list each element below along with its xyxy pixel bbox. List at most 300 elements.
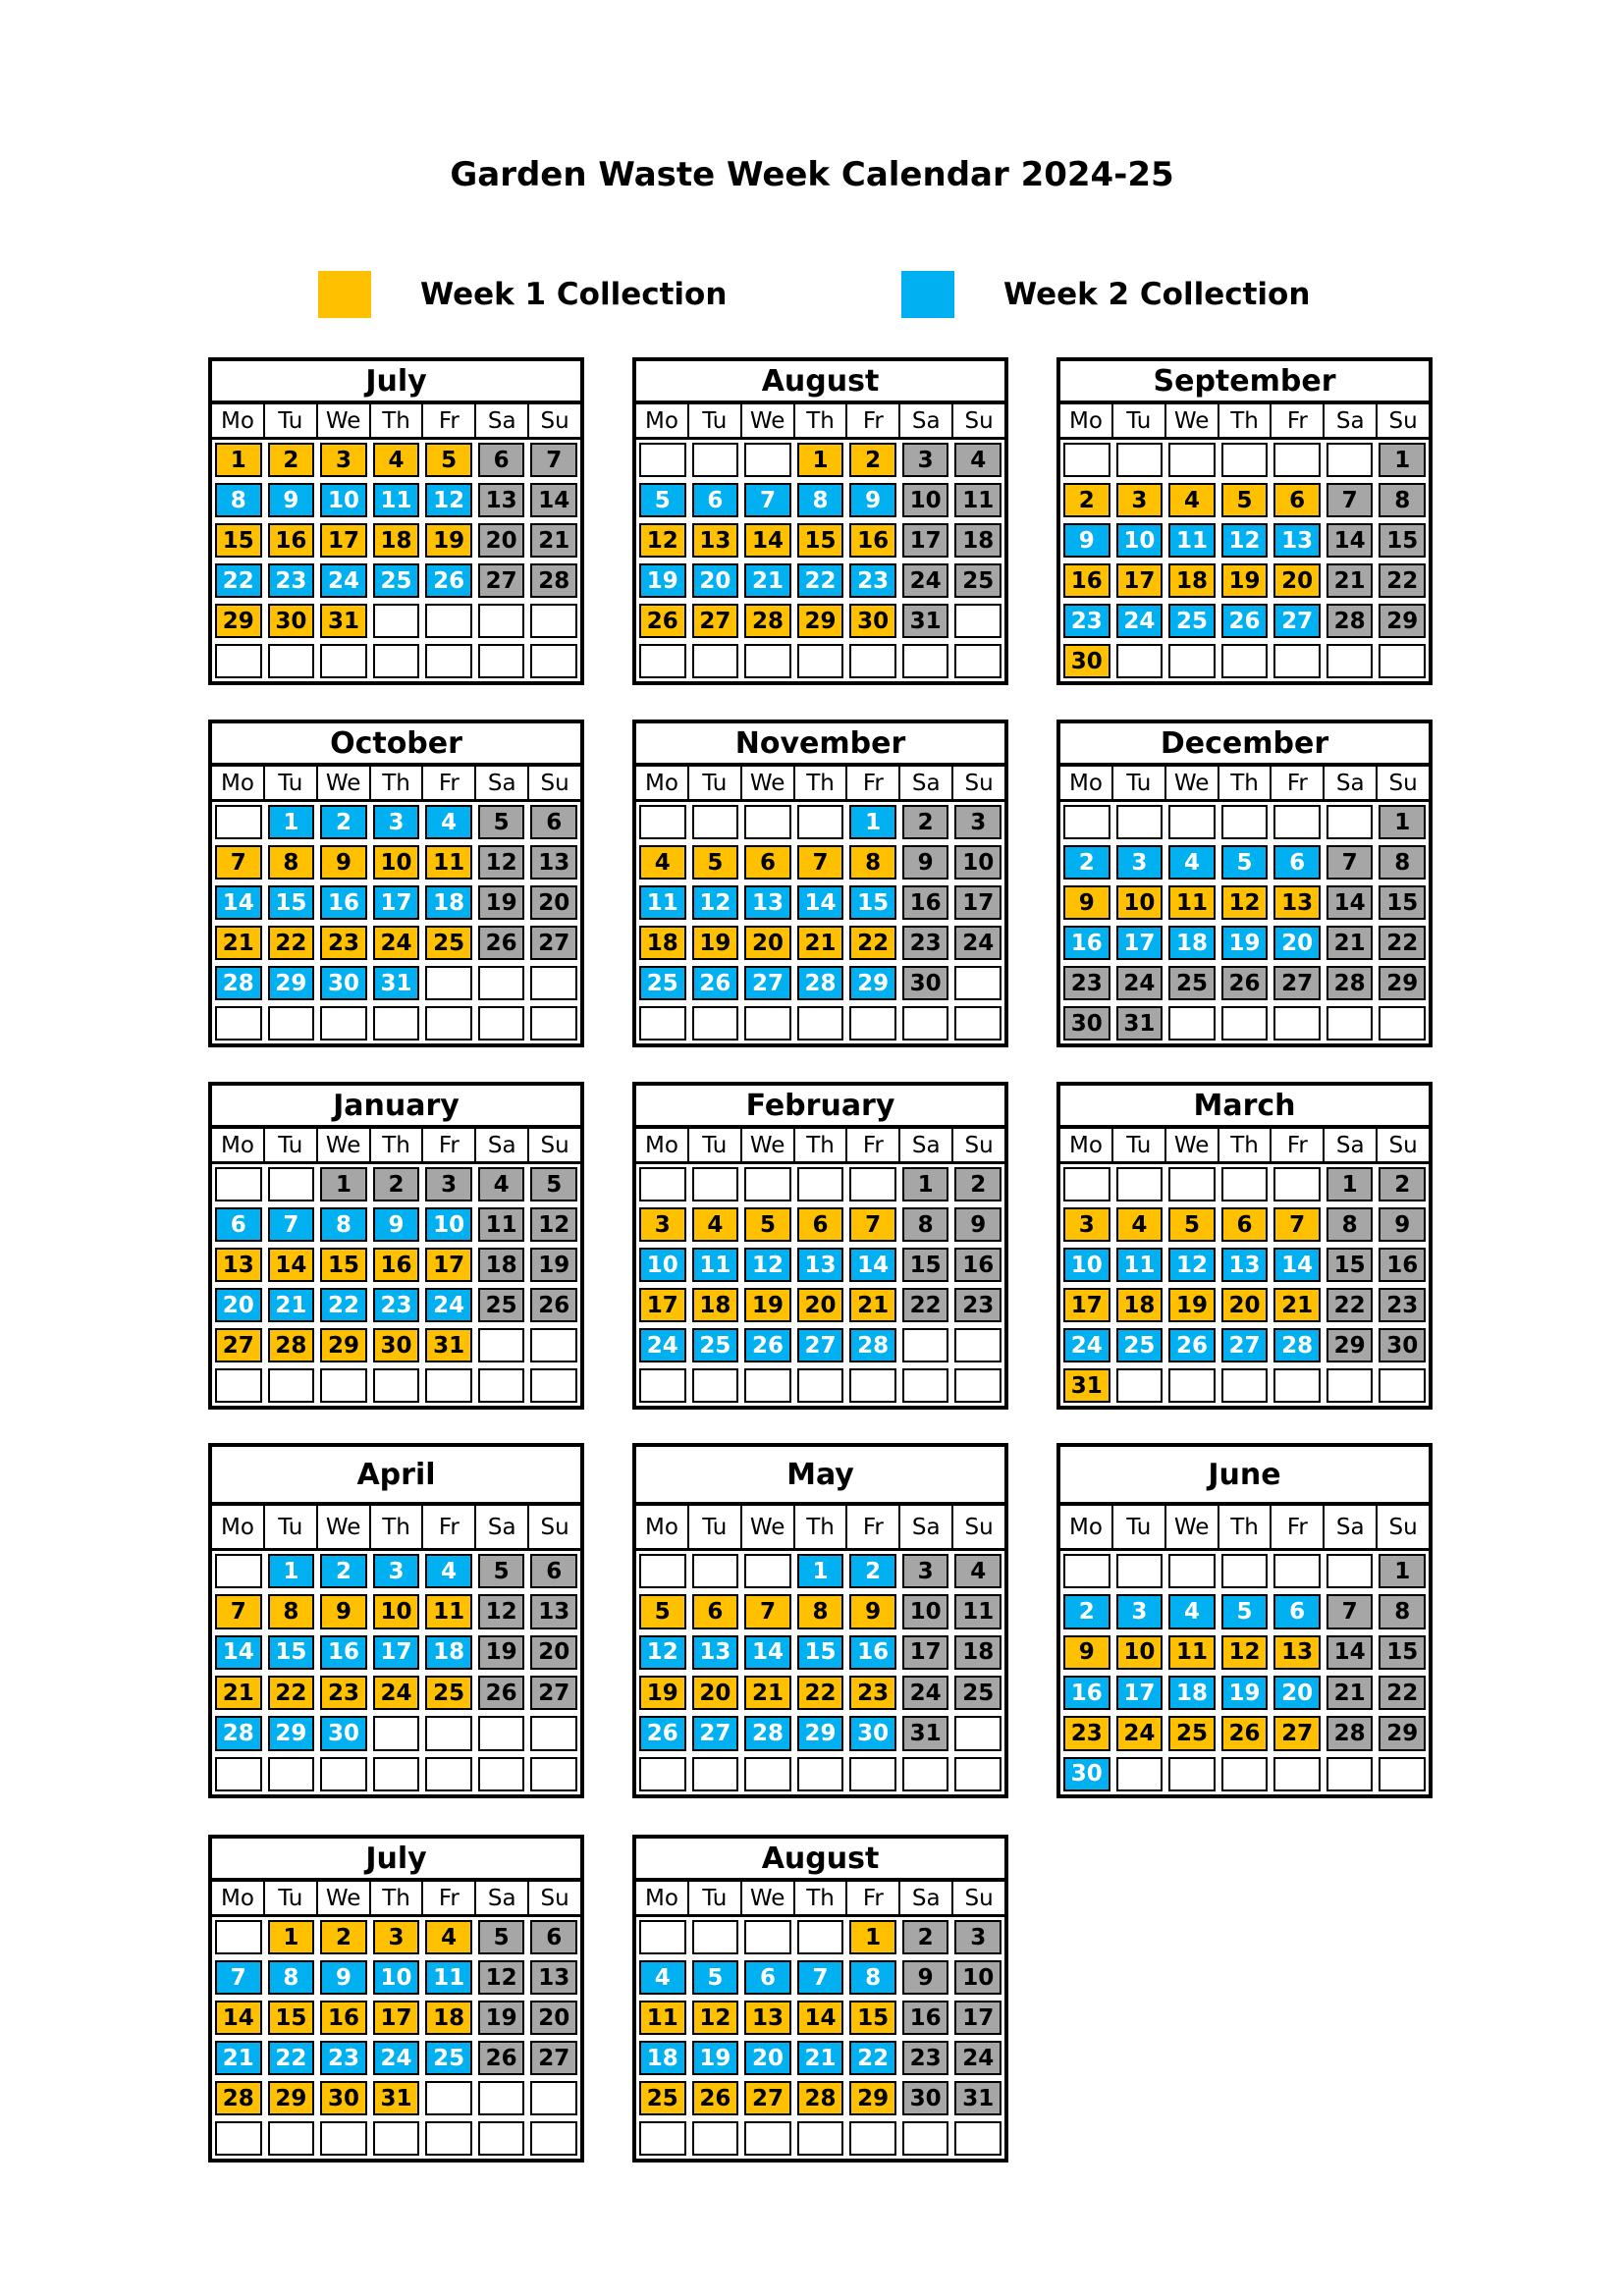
day-cell: 30 xyxy=(849,604,896,638)
day-cell: 3 xyxy=(954,1920,1001,1954)
weekday-header: Mo xyxy=(1060,404,1113,437)
day-cell: 5 xyxy=(692,845,739,880)
day-cell: 3 xyxy=(902,1554,949,1588)
day-cell: 12 xyxy=(1221,523,1269,558)
weekday-header: Su xyxy=(1388,1514,1418,1540)
day-cell: 6 xyxy=(530,1554,577,1588)
month-name: July xyxy=(212,361,580,404)
empty-cell xyxy=(797,644,844,678)
day-cell: 29 xyxy=(268,2081,315,2115)
day-cell: 11 xyxy=(425,1594,472,1629)
weekday-header: Mo xyxy=(1060,1129,1113,1161)
weekday-header: Su xyxy=(1388,407,1418,434)
empty-cell xyxy=(639,1006,686,1041)
day-cell: 19 xyxy=(1168,1288,1216,1322)
empty-cell xyxy=(744,443,791,477)
month-name: February xyxy=(636,1086,1004,1129)
legend-label-week1: Week 1 Collection xyxy=(420,277,728,312)
month-name: June xyxy=(1060,1447,1429,1506)
day-cell: 28 xyxy=(1326,966,1374,1000)
weekday-header: Su xyxy=(964,1885,994,1911)
day-cell: 26 xyxy=(425,563,472,598)
day-cell: 14 xyxy=(215,1635,262,1670)
day-cell: 25 xyxy=(1168,966,1216,1000)
day-cell: 23 xyxy=(1063,1716,1110,1750)
day-cell: 20 xyxy=(530,2001,577,2035)
day-cell: 13 xyxy=(744,885,791,920)
day-cell: 16 xyxy=(320,1635,367,1670)
day-cell: 26 xyxy=(744,1328,791,1362)
day-cell: 19 xyxy=(692,926,739,960)
day-cell: 13 xyxy=(478,483,525,517)
month-calendar xyxy=(208,1835,584,2163)
empty-cell xyxy=(1168,805,1216,839)
empty-cell xyxy=(478,1328,525,1362)
day-cell: 10 xyxy=(639,1248,686,1282)
day-cell: 27 xyxy=(692,1716,739,1750)
empty-cell xyxy=(373,1757,420,1791)
empty-cell xyxy=(1273,1554,1321,1588)
weekday-header: Mo xyxy=(1060,1506,1113,1548)
day-cell: 18 xyxy=(425,2001,472,2035)
empty-cell xyxy=(478,1757,525,1791)
empty-cell xyxy=(902,1368,949,1403)
empty-cell xyxy=(478,1368,525,1403)
day-cell: 10 xyxy=(1063,1248,1110,1282)
day-cell: 25 xyxy=(478,1288,525,1322)
day-cell: 2 xyxy=(320,1920,367,1954)
empty-cell xyxy=(744,1006,791,1041)
weekday-header: Mo xyxy=(636,1129,689,1161)
empty-cell xyxy=(849,2121,896,2156)
day-cell: 7 xyxy=(797,845,844,880)
empty-cell xyxy=(1168,1554,1216,1588)
weekday-header: Fr xyxy=(847,1506,900,1548)
weekday-header: Th xyxy=(1219,1506,1272,1548)
day-cell: 22 xyxy=(268,1676,315,1710)
day-cell: 23 xyxy=(902,2041,949,2075)
day-cell: 23 xyxy=(849,563,896,598)
day-cell: 26 xyxy=(530,1288,577,1322)
day-cell: 21 xyxy=(1326,563,1374,598)
month-name: December xyxy=(1060,723,1429,767)
weekday-header: Fr xyxy=(1272,767,1325,799)
day-cell: 4 xyxy=(425,805,472,839)
empty-cell xyxy=(215,1368,262,1403)
day-cell: 28 xyxy=(215,966,262,1000)
day-cell: 6 xyxy=(1273,1594,1321,1629)
day-cell: 17 xyxy=(425,1248,472,1282)
day-cell: 9 xyxy=(849,1594,896,1629)
empty-cell xyxy=(1116,1167,1164,1201)
empty-cell xyxy=(1116,1757,1164,1791)
day-cell: 25 xyxy=(425,926,472,960)
weekday-header: Th xyxy=(371,1882,424,1914)
empty-cell xyxy=(744,1920,791,1954)
empty-cell xyxy=(797,1167,844,1201)
day-cell: 23 xyxy=(320,2041,367,2075)
day-cell: 4 xyxy=(1168,483,1216,517)
empty-cell xyxy=(954,1716,1001,1750)
day-cell: 26 xyxy=(1221,604,1269,638)
empty-cell xyxy=(320,2121,367,2156)
day-cell: 31 xyxy=(373,966,420,1000)
weekday-header: Fr xyxy=(847,404,900,437)
empty-cell xyxy=(215,1167,262,1201)
empty-cell xyxy=(215,1554,262,1588)
empty-cell xyxy=(692,1368,739,1403)
weekday-header: Fr xyxy=(847,1129,900,1161)
day-cell: 1 xyxy=(320,1167,367,1201)
day-cell: 13 xyxy=(692,1635,739,1670)
weekday-header: Tu xyxy=(1113,1506,1166,1548)
day-cell: 19 xyxy=(744,1288,791,1322)
empty-cell xyxy=(1168,1757,1216,1791)
day-cell: 18 xyxy=(692,1288,739,1322)
day-cell: 17 xyxy=(373,1635,420,1670)
day-cell: 12 xyxy=(1221,1635,1269,1670)
empty-cell xyxy=(1273,1006,1321,1041)
day-cell: 2 xyxy=(902,805,949,839)
day-cell: 16 xyxy=(902,2001,949,2035)
empty-cell xyxy=(530,2121,577,2156)
empty-cell xyxy=(692,443,739,477)
day-cell: 31 xyxy=(373,2081,420,2115)
day-cell: 4 xyxy=(478,1167,525,1201)
weekday-header: Mo xyxy=(636,767,689,799)
day-cell: 15 xyxy=(797,523,844,558)
empty-cell xyxy=(1326,1757,1374,1791)
day-cell: 31 xyxy=(902,604,949,638)
day-cell: 11 xyxy=(954,1594,1001,1629)
month-calendar xyxy=(208,1082,584,1410)
day-cell: 22 xyxy=(1326,1288,1374,1322)
day-cell: 30 xyxy=(849,1716,896,1750)
day-cell: 24 xyxy=(954,2041,1001,2075)
day-cell: 2 xyxy=(1379,1167,1426,1201)
day-cell: 8 xyxy=(1326,1207,1374,1242)
day-cell: 7 xyxy=(268,1207,315,1242)
empty-cell xyxy=(1063,1167,1110,1201)
weekday-header: Fr xyxy=(423,1506,476,1548)
day-cell: 1 xyxy=(268,805,315,839)
day-cell: 7 xyxy=(1326,845,1374,880)
day-cell: 2 xyxy=(320,1554,367,1588)
day-cell: 21 xyxy=(797,2041,844,2075)
day-cell: 26 xyxy=(692,2081,739,2115)
day-cell: 29 xyxy=(1379,604,1426,638)
weekday-header: Fr xyxy=(423,1882,476,1914)
day-cell: 9 xyxy=(320,1960,367,1995)
day-cell: 9 xyxy=(1063,1635,1110,1670)
day-cell: 10 xyxy=(954,845,1001,880)
day-cell: 18 xyxy=(1168,1676,1216,1710)
day-cell: 26 xyxy=(478,1676,525,1710)
day-cell: 16 xyxy=(373,1248,420,1282)
day-cell: 26 xyxy=(1221,1716,1269,1750)
day-cell: 28 xyxy=(744,1716,791,1750)
day-cell: 18 xyxy=(954,523,1001,558)
day-cell: 13 xyxy=(744,2001,791,2035)
day-cell: 2 xyxy=(902,1920,949,1954)
empty-cell xyxy=(478,966,525,1000)
day-cell: 27 xyxy=(215,1328,262,1362)
day-cell: 29 xyxy=(215,604,262,638)
empty-cell xyxy=(797,805,844,839)
day-cell: 12 xyxy=(478,1960,525,1995)
weekday-header: Su xyxy=(964,407,994,434)
empty-cell xyxy=(268,1757,315,1791)
weekday-header: Sa xyxy=(900,1882,953,1914)
empty-cell xyxy=(268,1368,315,1403)
day-cell: 23 xyxy=(1063,604,1110,638)
empty-cell xyxy=(1273,805,1321,839)
empty-cell xyxy=(1116,1368,1164,1403)
day-cell: 4 xyxy=(954,1554,1001,1588)
empty-cell xyxy=(373,1716,420,1750)
day-cell: 24 xyxy=(902,563,949,598)
day-cell: 3 xyxy=(373,1920,420,1954)
weekday-header: Fr xyxy=(1272,1129,1325,1161)
empty-cell xyxy=(639,1554,686,1588)
day-cell: 8 xyxy=(1379,845,1426,880)
day-cell: 16 xyxy=(954,1248,1001,1282)
weekday-header: Fr xyxy=(423,404,476,437)
empty-cell xyxy=(692,1006,739,1041)
day-cell: 21 xyxy=(1326,926,1374,960)
day-cell: 7 xyxy=(849,1207,896,1242)
day-cell: 12 xyxy=(425,483,472,517)
empty-cell xyxy=(1221,805,1269,839)
day-cell: 13 xyxy=(1273,523,1321,558)
day-cell: 28 xyxy=(530,563,577,598)
day-cell: 19 xyxy=(425,523,472,558)
empty-cell xyxy=(373,1368,420,1403)
day-cell: 17 xyxy=(1116,1676,1164,1710)
day-cell: 8 xyxy=(1379,483,1426,517)
day-cell: 30 xyxy=(320,966,367,1000)
day-cell: 24 xyxy=(639,1328,686,1362)
month-name: October xyxy=(212,723,580,767)
day-cell: 9 xyxy=(849,483,896,517)
empty-cell xyxy=(1379,1368,1426,1403)
day-cell: 22 xyxy=(849,926,896,960)
day-cell: 24 xyxy=(954,926,1001,960)
day-cell: 16 xyxy=(849,523,896,558)
day-cell: 15 xyxy=(849,885,896,920)
weekday-header: Sa xyxy=(1325,404,1378,437)
day-cell: 6 xyxy=(478,443,525,477)
day-cell: 28 xyxy=(1273,1328,1321,1362)
day-cell: 18 xyxy=(478,1248,525,1282)
day-cell: 14 xyxy=(849,1248,896,1282)
day-cell: 27 xyxy=(478,563,525,598)
month-calendar xyxy=(632,720,1008,1047)
empty-cell xyxy=(478,2121,525,2156)
day-cell: 3 xyxy=(954,805,1001,839)
weekday-header: Fr xyxy=(847,767,900,799)
weekday-header: Th xyxy=(795,1129,848,1161)
empty-cell xyxy=(215,2121,262,2156)
day-cell: 5 xyxy=(639,483,686,517)
month-name: August xyxy=(636,361,1004,404)
month-name: July xyxy=(212,1839,580,1882)
day-cell: 11 xyxy=(1116,1248,1164,1282)
empty-cell xyxy=(478,644,525,678)
weekday-header: We xyxy=(318,1506,371,1548)
weekday-header: We xyxy=(1166,1129,1219,1161)
day-cell: 27 xyxy=(744,2081,791,2115)
day-cell: 3 xyxy=(373,805,420,839)
day-cell: 4 xyxy=(373,443,420,477)
weekday-header: We xyxy=(742,767,795,799)
empty-cell xyxy=(425,966,472,1000)
day-cell: 15 xyxy=(215,523,262,558)
day-cell: 30 xyxy=(373,1328,420,1362)
day-cell: 11 xyxy=(478,1207,525,1242)
day-cell: 23 xyxy=(373,1288,420,1322)
day-cell: 30 xyxy=(320,2081,367,2115)
day-cell: 7 xyxy=(215,1594,262,1629)
day-cell: 21 xyxy=(215,1676,262,1710)
day-cell: 13 xyxy=(1273,885,1321,920)
month-name: August xyxy=(636,1839,1004,1882)
weekday-header: Su xyxy=(540,1514,569,1540)
empty-cell xyxy=(425,1716,472,1750)
day-cell: 28 xyxy=(1326,604,1374,638)
day-cell: 25 xyxy=(373,563,420,598)
weekday-header: Su xyxy=(1388,770,1418,796)
empty-cell xyxy=(1221,1167,1269,1201)
day-cell: 13 xyxy=(530,1960,577,1995)
day-cell: 26 xyxy=(1168,1328,1216,1362)
day-cell: 4 xyxy=(1168,1594,1216,1629)
day-cell: 31 xyxy=(425,1328,472,1362)
empty-cell xyxy=(478,604,525,638)
day-cell: 26 xyxy=(1221,966,1269,1000)
day-cell: 17 xyxy=(1063,1288,1110,1322)
empty-cell xyxy=(692,1167,739,1201)
day-cell: 1 xyxy=(1326,1167,1374,1201)
day-cell: 13 xyxy=(530,1594,577,1629)
day-cell: 9 xyxy=(954,1207,1001,1242)
month-calendar xyxy=(632,1082,1008,1410)
page-title: Garden Waste Week Calendar 2024-25 xyxy=(450,155,1174,194)
empty-cell xyxy=(1221,1006,1269,1041)
month-calendar xyxy=(1056,1082,1433,1410)
day-cell: 1 xyxy=(849,1920,896,1954)
empty-cell xyxy=(692,1554,739,1588)
empty-cell xyxy=(954,1006,1001,1041)
day-cell: 19 xyxy=(692,2041,739,2075)
day-cell: 30 xyxy=(902,966,949,1000)
day-cell: 7 xyxy=(530,443,577,477)
day-cell: 12 xyxy=(530,1207,577,1242)
weekday-header: Th xyxy=(795,404,848,437)
day-cell: 6 xyxy=(797,1207,844,1242)
day-cell: 26 xyxy=(639,604,686,638)
day-cell: 1 xyxy=(268,1554,315,1588)
empty-cell xyxy=(530,1328,577,1362)
day-cell: 17 xyxy=(1116,926,1164,960)
weekday-header: Tu xyxy=(265,404,318,437)
weekday-header: Th xyxy=(1219,404,1272,437)
empty-cell xyxy=(954,1757,1001,1791)
day-cell: 14 xyxy=(744,523,791,558)
day-cell: 30 xyxy=(1063,644,1110,678)
empty-cell xyxy=(1326,1554,1374,1588)
day-cell: 21 xyxy=(1326,1676,1374,1710)
weekday-header: Su xyxy=(540,770,569,796)
day-cell: 14 xyxy=(215,885,262,920)
empty-cell xyxy=(639,1920,686,1954)
empty-cell xyxy=(1063,805,1110,839)
day-cell: 3 xyxy=(373,1554,420,1588)
day-cell: 18 xyxy=(425,885,472,920)
empty-cell xyxy=(530,1006,577,1041)
day-cell: 23 xyxy=(849,1676,896,1710)
empty-cell xyxy=(530,966,577,1000)
day-cell: 20 xyxy=(530,885,577,920)
day-cell: 20 xyxy=(1273,1676,1321,1710)
day-cell: 22 xyxy=(797,563,844,598)
day-cell: 25 xyxy=(692,1328,739,1362)
day-cell: 10 xyxy=(1116,1635,1164,1670)
day-cell: 15 xyxy=(849,2001,896,2035)
weekday-header: We xyxy=(318,1882,371,1914)
day-cell: 9 xyxy=(268,483,315,517)
empty-cell xyxy=(797,2121,844,2156)
empty-cell xyxy=(797,1920,844,1954)
month-name: September xyxy=(1060,361,1429,404)
day-cell: 31 xyxy=(954,2081,1001,2115)
day-cell: 27 xyxy=(1273,966,1321,1000)
month-calendar xyxy=(1056,720,1433,1047)
day-cell: 27 xyxy=(797,1328,844,1362)
empty-cell xyxy=(530,1757,577,1791)
day-cell: 26 xyxy=(478,926,525,960)
day-cell: 6 xyxy=(744,1960,791,1995)
day-cell: 3 xyxy=(425,1167,472,1201)
day-cell: 23 xyxy=(320,926,367,960)
empty-cell xyxy=(373,1006,420,1041)
empty-cell xyxy=(530,1368,577,1403)
day-cell: 4 xyxy=(1116,1207,1164,1242)
weekday-header: Sa xyxy=(476,404,529,437)
day-cell: 16 xyxy=(320,2001,367,2035)
day-cell: 2 xyxy=(268,443,315,477)
day-cell: 19 xyxy=(1221,926,1269,960)
day-cell: 9 xyxy=(320,845,367,880)
empty-cell xyxy=(1168,1167,1216,1201)
day-cell: 28 xyxy=(1326,1716,1374,1750)
weekday-header: Mo xyxy=(636,404,689,437)
day-cell: 14 xyxy=(744,1635,791,1670)
day-cell: 28 xyxy=(215,2081,262,2115)
day-cell: 10 xyxy=(954,1960,1001,1995)
day-cell: 21 xyxy=(744,1676,791,1710)
month-calendar xyxy=(1056,357,1433,685)
weekday-header: Mo xyxy=(212,1882,265,1914)
day-cell: 24 xyxy=(1063,1328,1110,1362)
day-cell: 12 xyxy=(692,2001,739,2035)
day-cell: 1 xyxy=(1379,443,1426,477)
day-cell: 2 xyxy=(954,1167,1001,1201)
day-cell: 22 xyxy=(902,1288,949,1322)
day-cell: 3 xyxy=(1116,1594,1164,1629)
day-cell: 9 xyxy=(1063,523,1110,558)
day-cell: 12 xyxy=(478,1594,525,1629)
